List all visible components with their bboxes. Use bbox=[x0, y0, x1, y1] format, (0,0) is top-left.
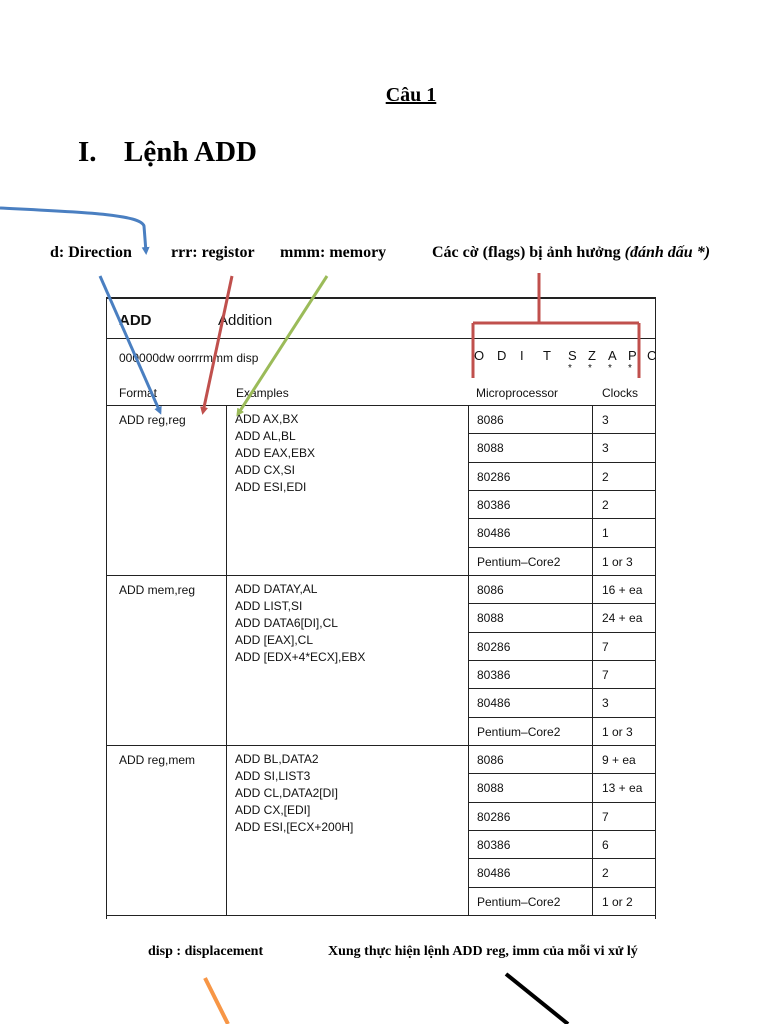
examples-cell bbox=[235, 411, 315, 496]
memory-label: mmm: memory bbox=[280, 244, 387, 261]
cpu-cell: 80286 bbox=[477, 810, 511, 824]
example-line: ADD EAX,EBX bbox=[235, 446, 316, 460]
flag-mark-2: * bbox=[608, 363, 612, 374]
cpu-cell: 80486 bbox=[477, 866, 511, 880]
flag-1: D bbox=[497, 348, 507, 363]
example-line: ADD ESI,[ECX+200H] bbox=[235, 820, 354, 834]
flag-mark-0: * bbox=[568, 363, 572, 374]
clocks-cell: 24 + ea bbox=[602, 611, 643, 625]
flag-4: S bbox=[568, 348, 577, 363]
clocks-cell: 7 bbox=[602, 810, 609, 824]
example-line: ADD SI,LIST3 bbox=[235, 769, 311, 783]
flags-label bbox=[432, 244, 710, 262]
cpu-cell: 80386 bbox=[477, 838, 511, 852]
flag-3: T bbox=[543, 348, 551, 363]
cpu-cell: 80386 bbox=[477, 668, 511, 682]
section-title bbox=[78, 136, 257, 169]
clocks-cell: 6 bbox=[602, 838, 609, 852]
table-opcode: 000000dw oorrrmmm disp bbox=[119, 351, 259, 365]
flag-mark-1: * bbox=[588, 363, 592, 374]
flag-6: A bbox=[608, 348, 617, 363]
cpu-row-divider bbox=[468, 547, 656, 548]
example-line: ADD AL,BL bbox=[235, 429, 296, 443]
cpu-cell: 80286 bbox=[477, 640, 511, 654]
cpu-cell: 8086 bbox=[477, 413, 504, 427]
example-line: ADD CX,[EDI] bbox=[235, 803, 311, 817]
header-microprocessor: Microprocessor bbox=[476, 386, 559, 400]
title-divider bbox=[106, 338, 656, 339]
flag-mark-3: * bbox=[628, 363, 632, 374]
cpu-row-divider bbox=[468, 433, 656, 434]
registor-label: rrr: registor bbox=[171, 244, 255, 261]
table-grid bbox=[106, 297, 656, 919]
header-clocks: Clocks bbox=[602, 386, 639, 400]
direction-label: d: Direction bbox=[50, 244, 132, 261]
clock-note: Xung thực hiện lệnh ADD reg, imm của mỗi vi xử lý bbox=[328, 944, 638, 959]
format-cell: ADD reg,mem bbox=[119, 753, 196, 767]
cpu-row-divider bbox=[468, 660, 656, 661]
group-divider-1 bbox=[106, 575, 656, 576]
flags-label-text: Các cờ (flags) bị ảnh hưởng bbox=[432, 244, 621, 261]
flag-0: O bbox=[474, 348, 485, 363]
cpu-cell: 8086 bbox=[477, 753, 504, 767]
table-bottom-border bbox=[106, 915, 656, 916]
cpu-cell: 8088 bbox=[477, 781, 504, 795]
cpu-row-divider bbox=[468, 830, 656, 831]
clocks-cell: 16 + ea bbox=[602, 583, 643, 597]
black-clock-arrow bbox=[506, 974, 568, 1024]
cpu-cell: 8088 bbox=[477, 611, 504, 625]
example-line: ADD BL,DATA2 bbox=[235, 752, 319, 766]
clocks-cell: 2 bbox=[602, 498, 609, 512]
section-title-text: Lệnh ADD bbox=[124, 136, 257, 168]
clocks-cell: 3 bbox=[602, 441, 609, 455]
cpu-row-divider bbox=[468, 773, 656, 774]
clocks-cell: 7 bbox=[602, 640, 609, 654]
section-number: I. bbox=[78, 136, 97, 168]
orange-disp-arrow bbox=[205, 978, 228, 1024]
table-left-border bbox=[106, 297, 107, 919]
clocks-cell: 7 bbox=[602, 668, 609, 682]
cpu-row-divider bbox=[468, 632, 656, 633]
cpu-cell: Pentium–Core2 bbox=[477, 555, 561, 569]
cpu-row-divider bbox=[468, 518, 656, 519]
clocks-cell: 9 + ea bbox=[602, 753, 636, 767]
cpu-cell: 80486 bbox=[477, 696, 511, 710]
example-line: ADD AX,BX bbox=[235, 412, 299, 426]
cpu-cell: 80286 bbox=[477, 470, 511, 484]
disp-note: disp : displacement bbox=[148, 944, 264, 959]
example-line: ADD DATA6[DI],CL bbox=[235, 616, 338, 630]
flag-2: I bbox=[520, 348, 524, 363]
cpu-row-divider bbox=[468, 462, 656, 463]
clocks-cell: 1 or 3 bbox=[602, 725, 633, 739]
clocks-cell: 1 or 2 bbox=[602, 895, 633, 909]
cpu-cell: Pentium–Core2 bbox=[477, 725, 561, 739]
header-format: Format bbox=[119, 386, 158, 400]
header-divider bbox=[106, 405, 656, 406]
table-mnemonic: ADD bbox=[119, 312, 152, 329]
table-top-border bbox=[106, 297, 656, 299]
format-col-divider bbox=[226, 405, 227, 915]
example-line: ADD DATAY,AL bbox=[235, 582, 318, 596]
table-instruction-name: Addition bbox=[218, 312, 273, 329]
format-cell: ADD reg,reg bbox=[119, 413, 186, 427]
examples-cell bbox=[235, 751, 353, 836]
clocks-cell: 1 or 3 bbox=[602, 555, 633, 569]
cpu-cell: 8088 bbox=[477, 441, 504, 455]
example-line: ADD [EDX+4*ECX],EBX bbox=[235, 650, 366, 664]
flag-8: C bbox=[647, 348, 657, 363]
cpu-row-divider bbox=[468, 688, 656, 689]
cpu-cell: 80386 bbox=[477, 498, 511, 512]
cpu-row-divider bbox=[468, 603, 656, 604]
cpu-row-divider bbox=[468, 858, 656, 859]
header-examples: Examples bbox=[236, 386, 289, 400]
examples-cell bbox=[235, 581, 365, 666]
clocks-cell: 13 + ea bbox=[602, 781, 643, 795]
flags-label-note: (đánh dấu *) bbox=[624, 244, 711, 261]
flag-7: P bbox=[628, 348, 637, 363]
flag-5: Z bbox=[588, 348, 596, 363]
example-line: ADD [EAX],CL bbox=[235, 633, 314, 647]
cpu-cell: 8086 bbox=[477, 583, 504, 597]
cpu-row-divider bbox=[468, 887, 656, 888]
example-line: ADD ESI,EDI bbox=[235, 480, 307, 494]
example-line: ADD CL,DATA2[DI] bbox=[235, 786, 338, 800]
format-cell: ADD mem,reg bbox=[119, 583, 196, 597]
group-divider-2 bbox=[106, 745, 656, 746]
cpu-row-divider bbox=[468, 490, 656, 491]
cpu-row-divider bbox=[468, 717, 656, 718]
clocks-cell: 1 bbox=[602, 526, 609, 540]
clocks-cell: 2 bbox=[602, 470, 609, 484]
cpu-row-divider bbox=[468, 802, 656, 803]
clocks-cell: 3 bbox=[602, 413, 609, 427]
cpu-cell: Pentium–Core2 bbox=[477, 895, 561, 909]
example-line: ADD LIST,SI bbox=[235, 599, 303, 613]
cpu-cell: 80486 bbox=[477, 526, 511, 540]
clocks-cell: 2 bbox=[602, 866, 609, 880]
clocks-cell: 3 bbox=[602, 696, 609, 710]
page-heading: Câu 1 bbox=[385, 84, 437, 106]
table-right-border bbox=[655, 297, 656, 919]
add-instruction-table bbox=[106, 297, 656, 919]
example-line: ADD CX,SI bbox=[235, 463, 296, 477]
